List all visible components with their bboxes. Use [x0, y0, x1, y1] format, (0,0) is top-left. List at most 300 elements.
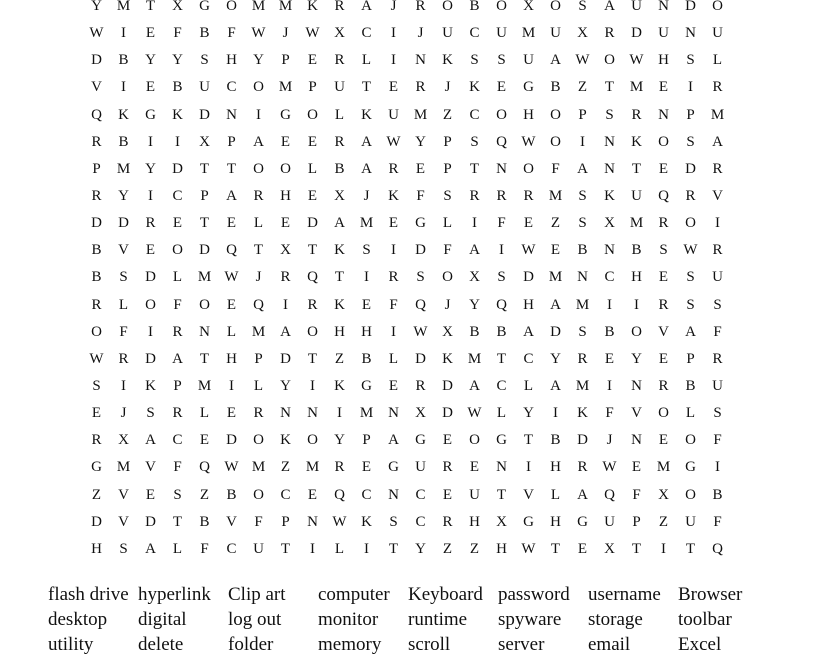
- grid-letter[interactable]: D: [280, 350, 291, 367]
- grid-letter[interactable]: B: [577, 242, 588, 259]
- grid-letter[interactable]: E: [307, 52, 318, 69]
- grid-letter[interactable]: L: [550, 486, 561, 503]
- grid-letter[interactable]: U: [685, 513, 696, 530]
- grid-letter[interactable]: M: [251, 459, 266, 476]
- grid-letter[interactable]: A: [469, 377, 480, 394]
- grid-letter[interactable]: U: [631, 0, 642, 14]
- grid-letter[interactable]: G: [199, 0, 210, 14]
- grid-letter[interactable]: U: [550, 25, 561, 42]
- grid-letter[interactable]: J: [255, 269, 262, 286]
- grid-letter[interactable]: F: [605, 405, 614, 422]
- grid-letter[interactable]: D: [118, 215, 129, 232]
- grid-letter[interactable]: U: [388, 106, 399, 123]
- grid-letter[interactable]: M: [656, 459, 671, 476]
- grid-letter[interactable]: N: [496, 160, 507, 177]
- grid-letter[interactable]: L: [388, 350, 399, 367]
- grid-letter[interactable]: A: [226, 187, 237, 204]
- grid-letter[interactable]: A: [145, 540, 156, 557]
- grid-letter[interactable]: H: [334, 323, 345, 340]
- grid-letter[interactable]: I: [364, 540, 369, 557]
- grid-letter[interactable]: R: [388, 160, 399, 177]
- grid-letter[interactable]: Y: [334, 432, 345, 449]
- grid-letter[interactable]: A: [334, 215, 345, 232]
- grid-letter[interactable]: I: [310, 540, 315, 557]
- grid-letter[interactable]: S: [497, 269, 506, 286]
- grid-letter[interactable]: I: [661, 540, 666, 557]
- grid-letter[interactable]: N: [307, 513, 318, 530]
- grid-letter[interactable]: B: [550, 432, 561, 449]
- grid-letter[interactable]: Y: [253, 52, 264, 69]
- grid-letter[interactable]: R: [631, 106, 642, 123]
- grid-letter[interactable]: U: [658, 25, 669, 42]
- grid-letter[interactable]: Z: [550, 215, 561, 232]
- grid-letter[interactable]: K: [334, 296, 345, 313]
- grid-letter[interactable]: G: [685, 459, 696, 476]
- grid-letter[interactable]: X: [199, 133, 210, 150]
- grid-letter[interactable]: C: [361, 486, 372, 503]
- grid-letter[interactable]: S: [578, 0, 587, 14]
- grid-letter[interactable]: T: [253, 242, 264, 259]
- grid-letter[interactable]: F: [416, 187, 425, 204]
- grid-letter[interactable]: R: [685, 187, 696, 204]
- grid-letter[interactable]: E: [658, 79, 669, 96]
- grid-letter[interactable]: R: [334, 133, 345, 150]
- grid-letter[interactable]: Q: [307, 269, 318, 286]
- grid-letter[interactable]: I: [121, 25, 126, 42]
- grid-letter[interactable]: E: [658, 350, 669, 367]
- grid-letter[interactable]: J: [390, 0, 397, 14]
- grid-letter[interactable]: D: [91, 513, 102, 530]
- grid-letter[interactable]: M: [575, 296, 590, 313]
- grid-letter[interactable]: I: [391, 52, 396, 69]
- grid-letter[interactable]: P: [308, 79, 317, 96]
- grid-letter[interactable]: P: [632, 513, 641, 530]
- grid-letter[interactable]: G: [577, 513, 588, 530]
- grid-letter[interactable]: B: [91, 242, 102, 259]
- grid-letter[interactable]: A: [253, 133, 264, 150]
- grid-letter[interactable]: E: [577, 540, 588, 557]
- grid-letter[interactable]: W: [413, 323, 428, 340]
- grid-letter[interactable]: N: [199, 323, 210, 340]
- grid-letter[interactable]: E: [496, 79, 507, 96]
- grid-letter[interactable]: M: [197, 269, 212, 286]
- grid-letter[interactable]: W: [251, 25, 266, 42]
- grid-letter[interactable]: E: [388, 215, 399, 232]
- grid-letter[interactable]: L: [199, 405, 210, 422]
- grid-letter[interactable]: K: [388, 187, 399, 204]
- grid-letter[interactable]: K: [442, 350, 453, 367]
- grid-letter[interactable]: T: [199, 160, 210, 177]
- grid-letter[interactable]: I: [607, 296, 612, 313]
- grid-letter[interactable]: L: [361, 52, 372, 69]
- grid-letter[interactable]: H: [496, 540, 507, 557]
- grid-letter[interactable]: E: [388, 377, 399, 394]
- grid-letter[interactable]: B: [604, 323, 615, 340]
- grid-letter[interactable]: F: [173, 25, 182, 42]
- grid-letter[interactable]: I: [391, 323, 396, 340]
- grid-letter[interactable]: X: [172, 0, 183, 14]
- grid-letter[interactable]: R: [658, 215, 669, 232]
- grid-letter[interactable]: A: [604, 0, 615, 14]
- grid-letter[interactable]: R: [91, 296, 102, 313]
- grid-letter[interactable]: W: [89, 25, 104, 42]
- grid-letter[interactable]: C: [604, 269, 615, 286]
- grid-letter[interactable]: R: [712, 160, 723, 177]
- grid-letter[interactable]: G: [91, 459, 102, 476]
- grid-letter[interactable]: M: [521, 25, 536, 42]
- grid-letter[interactable]: R: [334, 0, 345, 14]
- grid-letter[interactable]: R: [415, 0, 426, 14]
- grid-letter[interactable]: V: [226, 513, 237, 530]
- grid-letter[interactable]: E: [199, 432, 210, 449]
- grid-letter[interactable]: P: [173, 377, 182, 394]
- grid-letter[interactable]: V: [91, 79, 102, 96]
- grid-letter[interactable]: N: [415, 52, 426, 69]
- grid-letter[interactable]: I: [229, 377, 234, 394]
- grid-letter[interactable]: X: [604, 540, 615, 557]
- grid-letter[interactable]: F: [173, 459, 182, 476]
- grid-letter[interactable]: Q: [334, 486, 345, 503]
- grid-letter[interactable]: C: [172, 187, 183, 204]
- grid-letter[interactable]: X: [334, 25, 345, 42]
- grid-letter[interactable]: C: [469, 106, 480, 123]
- grid-letter[interactable]: Y: [145, 52, 156, 69]
- grid-letter[interactable]: D: [91, 52, 102, 69]
- grid-letter[interactable]: O: [253, 486, 264, 503]
- grid-letter[interactable]: I: [715, 215, 720, 232]
- grid-letter[interactable]: A: [361, 160, 372, 177]
- grid-letter[interactable]: L: [172, 540, 183, 557]
- grid-letter[interactable]: M: [575, 377, 590, 394]
- grid-letter[interactable]: S: [578, 187, 587, 204]
- grid-letter[interactable]: J: [282, 25, 289, 42]
- grid-letter[interactable]: K: [361, 513, 372, 530]
- grid-letter[interactable]: K: [280, 432, 291, 449]
- grid-letter[interactable]: I: [553, 405, 558, 422]
- grid-letter[interactable]: A: [361, 0, 372, 14]
- grid-letter[interactable]: A: [577, 486, 588, 503]
- grid-letter[interactable]: B: [199, 25, 210, 42]
- grid-letter[interactable]: R: [577, 459, 588, 476]
- grid-letter[interactable]: H: [91, 540, 102, 557]
- grid-letter[interactable]: C: [172, 432, 183, 449]
- grid-letter[interactable]: H: [361, 323, 372, 340]
- grid-letter[interactable]: Z: [442, 540, 453, 557]
- grid-letter[interactable]: D: [550, 323, 561, 340]
- grid-letter[interactable]: E: [91, 405, 102, 422]
- grid-letter[interactable]: M: [278, 79, 293, 96]
- grid-letter[interactable]: M: [413, 106, 428, 123]
- grid-letter[interactable]: H: [226, 350, 237, 367]
- grid-letter[interactable]: O: [550, 0, 561, 14]
- grid-letter[interactable]: P: [281, 52, 290, 69]
- grid-letter[interactable]: R: [442, 459, 453, 476]
- grid-letter[interactable]: M: [305, 459, 320, 476]
- grid-letter[interactable]: F: [389, 296, 398, 313]
- grid-letter[interactable]: L: [118, 296, 129, 313]
- grid-letter[interactable]: E: [145, 25, 156, 42]
- grid-letter[interactable]: O: [307, 106, 318, 123]
- grid-letter[interactable]: T: [145, 0, 156, 14]
- grid-letter[interactable]: H: [469, 513, 480, 530]
- grid-letter[interactable]: E: [145, 79, 156, 96]
- grid-letter[interactable]: N: [280, 405, 291, 422]
- grid-letter[interactable]: P: [686, 106, 695, 123]
- grid-letter[interactable]: S: [92, 377, 101, 394]
- grid-letter[interactable]: U: [712, 269, 723, 286]
- grid-letter[interactable]: S: [686, 296, 695, 313]
- grid-letter[interactable]: Y: [145, 160, 156, 177]
- grid-letter[interactable]: Y: [415, 133, 426, 150]
- grid-letter[interactable]: D: [91, 215, 102, 232]
- grid-letter[interactable]: D: [523, 269, 534, 286]
- grid-letter[interactable]: F: [443, 242, 452, 259]
- grid-letter[interactable]: X: [523, 0, 534, 14]
- grid-letter[interactable]: G: [388, 459, 399, 476]
- grid-letter[interactable]: G: [361, 377, 372, 394]
- grid-letter[interactable]: S: [605, 106, 614, 123]
- grid-letter[interactable]: F: [200, 540, 209, 557]
- grid-letter[interactable]: H: [550, 513, 561, 530]
- grid-letter[interactable]: V: [523, 486, 534, 503]
- grid-letter[interactable]: L: [334, 540, 345, 557]
- grid-letter[interactable]: W: [521, 540, 536, 557]
- grid-letter[interactable]: O: [523, 160, 534, 177]
- grid-letter[interactable]: L: [253, 377, 264, 394]
- grid-letter[interactable]: O: [145, 296, 156, 313]
- grid-letter[interactable]: Z: [442, 106, 453, 123]
- grid-letter[interactable]: M: [359, 405, 374, 422]
- grid-letter[interactable]: U: [415, 459, 426, 476]
- grid-letter[interactable]: S: [416, 269, 425, 286]
- grid-letter[interactable]: R: [469, 187, 480, 204]
- grid-letter[interactable]: S: [173, 486, 182, 503]
- grid-letter[interactable]: O: [280, 160, 291, 177]
- grid-letter[interactable]: I: [526, 459, 531, 476]
- grid-letter[interactable]: O: [631, 323, 642, 340]
- grid-letter[interactable]: Z: [334, 350, 345, 367]
- grid-letter[interactable]: J: [120, 405, 127, 422]
- grid-letter[interactable]: O: [685, 215, 696, 232]
- grid-letter[interactable]: V: [145, 459, 156, 476]
- grid-letter[interactable]: E: [226, 296, 237, 313]
- grid-letter[interactable]: B: [361, 350, 372, 367]
- grid-letter[interactable]: E: [361, 296, 372, 313]
- grid-letter[interactable]: L: [226, 323, 237, 340]
- grid-letter[interactable]: N: [658, 106, 669, 123]
- grid-letter[interactable]: B: [199, 513, 210, 530]
- grid-letter[interactable]: N: [658, 0, 669, 14]
- grid-letter[interactable]: R: [280, 269, 291, 286]
- grid-letter[interactable]: E: [361, 459, 372, 476]
- grid-letter[interactable]: T: [226, 160, 237, 177]
- grid-letter[interactable]: M: [116, 0, 131, 14]
- grid-letter[interactable]: D: [307, 215, 318, 232]
- grid-letter[interactable]: R: [172, 323, 183, 340]
- grid-letter[interactable]: E: [442, 432, 453, 449]
- grid-letter[interactable]: I: [310, 377, 315, 394]
- grid-letter[interactable]: S: [713, 405, 722, 422]
- grid-letter[interactable]: Q: [199, 459, 210, 476]
- grid-letter[interactable]: E: [280, 215, 291, 232]
- grid-letter[interactable]: L: [712, 52, 723, 69]
- grid-letter[interactable]: F: [497, 215, 506, 232]
- grid-letter[interactable]: V: [658, 323, 669, 340]
- grid-letter[interactable]: T: [199, 215, 210, 232]
- grid-letter[interactable]: M: [359, 215, 374, 232]
- grid-letter[interactable]: T: [523, 432, 534, 449]
- grid-letter[interactable]: Z: [199, 486, 210, 503]
- grid-letter[interactable]: G: [523, 79, 534, 96]
- grid-letter[interactable]: Y: [631, 350, 642, 367]
- grid-letter[interactable]: L: [172, 269, 183, 286]
- grid-letter[interactable]: X: [118, 432, 129, 449]
- grid-letter[interactable]: D: [172, 160, 183, 177]
- grid-letter[interactable]: U: [442, 25, 453, 42]
- grid-letter[interactable]: O: [442, 0, 453, 14]
- grid-letter[interactable]: Q: [604, 486, 615, 503]
- grid-letter[interactable]: D: [145, 513, 156, 530]
- grid-letter[interactable]: K: [334, 377, 345, 394]
- grid-letter[interactable]: S: [659, 242, 668, 259]
- grid-letter[interactable]: W: [386, 133, 401, 150]
- grid-letter[interactable]: X: [496, 513, 507, 530]
- grid-letter[interactable]: E: [226, 405, 237, 422]
- grid-letter[interactable]: U: [523, 52, 534, 69]
- grid-letter[interactable]: F: [173, 296, 182, 313]
- grid-letter[interactable]: U: [631, 187, 642, 204]
- grid-letter[interactable]: F: [254, 513, 263, 530]
- grid-letter[interactable]: R: [658, 377, 669, 394]
- grid-letter[interactable]: Y: [280, 377, 291, 394]
- grid-letter[interactable]: B: [469, 0, 480, 14]
- grid-letter[interactable]: I: [499, 242, 504, 259]
- grid-letter[interactable]: R: [118, 350, 129, 367]
- grid-letter[interactable]: D: [442, 405, 453, 422]
- grid-letter[interactable]: I: [337, 405, 342, 422]
- grid-letter[interactable]: E: [388, 79, 399, 96]
- grid-letter[interactable]: H: [523, 296, 534, 313]
- grid-letter[interactable]: T: [307, 242, 318, 259]
- grid-letter[interactable]: N: [577, 269, 588, 286]
- grid-letter[interactable]: E: [307, 486, 318, 503]
- grid-letter[interactable]: W: [467, 405, 482, 422]
- grid-letter[interactable]: I: [148, 323, 153, 340]
- grid-letter[interactable]: M: [629, 215, 644, 232]
- grid-letter[interactable]: L: [334, 106, 345, 123]
- grid-letter[interactable]: D: [145, 350, 156, 367]
- grid-letter[interactable]: A: [577, 160, 588, 177]
- grid-letter[interactable]: C: [226, 79, 237, 96]
- grid-letter[interactable]: R: [712, 350, 723, 367]
- grid-letter[interactable]: X: [280, 242, 291, 259]
- grid-letter[interactable]: Q: [226, 242, 237, 259]
- grid-letter[interactable]: O: [91, 323, 102, 340]
- grid-letter[interactable]: T: [388, 540, 399, 557]
- grid-letter[interactable]: G: [280, 106, 291, 123]
- grid-letter[interactable]: I: [580, 133, 585, 150]
- grid-letter[interactable]: N: [496, 459, 507, 476]
- grid-letter[interactable]: G: [145, 106, 156, 123]
- grid-letter[interactable]: K: [604, 187, 615, 204]
- grid-letter[interactable]: P: [686, 350, 695, 367]
- grid-letter[interactable]: Y: [469, 296, 480, 313]
- grid-letter[interactable]: F: [632, 486, 641, 503]
- grid-letter[interactable]: J: [444, 79, 451, 96]
- grid-letter[interactable]: I: [688, 79, 693, 96]
- grid-letter[interactable]: E: [658, 160, 669, 177]
- grid-letter[interactable]: S: [389, 513, 398, 530]
- grid-letter[interactable]: H: [280, 187, 291, 204]
- grid-letter[interactable]: Q: [496, 296, 507, 313]
- grid-letter[interactable]: T: [550, 540, 561, 557]
- grid-letter[interactable]: C: [523, 350, 534, 367]
- grid-letter[interactable]: E: [226, 215, 237, 232]
- grid-letter[interactable]: J: [606, 432, 613, 449]
- grid-letter[interactable]: O: [685, 486, 696, 503]
- grid-letter[interactable]: O: [253, 160, 264, 177]
- grid-letter[interactable]: B: [91, 269, 102, 286]
- grid-letter[interactable]: M: [467, 350, 482, 367]
- grid-letter[interactable]: A: [388, 432, 399, 449]
- grid-letter[interactable]: C: [415, 513, 426, 530]
- grid-letter[interactable]: T: [334, 269, 345, 286]
- grid-letter[interactable]: R: [658, 296, 669, 313]
- grid-letter[interactable]: I: [121, 377, 126, 394]
- grid-letter[interactable]: W: [224, 269, 239, 286]
- grid-letter[interactable]: B: [118, 52, 129, 69]
- grid-letter[interactable]: W: [332, 513, 347, 530]
- grid-letter[interactable]: R: [145, 215, 156, 232]
- grid-letter[interactable]: N: [604, 242, 615, 259]
- grid-letter[interactable]: O: [469, 432, 480, 449]
- grid-letter[interactable]: Y: [415, 540, 426, 557]
- grid-letter[interactable]: S: [686, 52, 695, 69]
- grid-letter[interactable]: E: [631, 459, 642, 476]
- grid-letter[interactable]: X: [604, 215, 615, 232]
- grid-letter[interactable]: L: [685, 405, 696, 422]
- grid-letter[interactable]: B: [685, 377, 696, 394]
- grid-letter[interactable]: N: [388, 405, 399, 422]
- grid-letter[interactable]: I: [148, 187, 153, 204]
- grid-letter[interactable]: S: [497, 52, 506, 69]
- grid-letter[interactable]: X: [577, 25, 588, 42]
- grid-letter[interactable]: H: [658, 52, 669, 69]
- grid-letter[interactable]: D: [226, 432, 237, 449]
- grid-letter[interactable]: I: [472, 215, 477, 232]
- grid-letter[interactable]: P: [92, 160, 101, 177]
- grid-letter[interactable]: T: [172, 513, 183, 530]
- grid-letter[interactable]: Y: [118, 187, 129, 204]
- grid-letter[interactable]: O: [550, 133, 561, 150]
- grid-letter[interactable]: S: [443, 187, 452, 204]
- grid-letter[interactable]: K: [172, 106, 183, 123]
- grid-letter[interactable]: I: [256, 106, 261, 123]
- grid-letter[interactable]: Q: [415, 296, 426, 313]
- grid-letter[interactable]: R: [415, 377, 426, 394]
- grid-letter[interactable]: M: [251, 0, 266, 14]
- grid-letter[interactable]: R: [307, 296, 318, 313]
- grid-letter[interactable]: A: [685, 323, 696, 340]
- grid-letter[interactable]: I: [121, 79, 126, 96]
- grid-letter[interactable]: T: [307, 350, 318, 367]
- grid-letter[interactable]: X: [415, 405, 426, 422]
- grid-letter[interactable]: R: [172, 405, 183, 422]
- grid-letter[interactable]: R: [442, 513, 453, 530]
- grid-letter[interactable]: H: [523, 106, 534, 123]
- grid-letter[interactable]: P: [362, 432, 371, 449]
- grid-letter[interactable]: L: [307, 160, 318, 177]
